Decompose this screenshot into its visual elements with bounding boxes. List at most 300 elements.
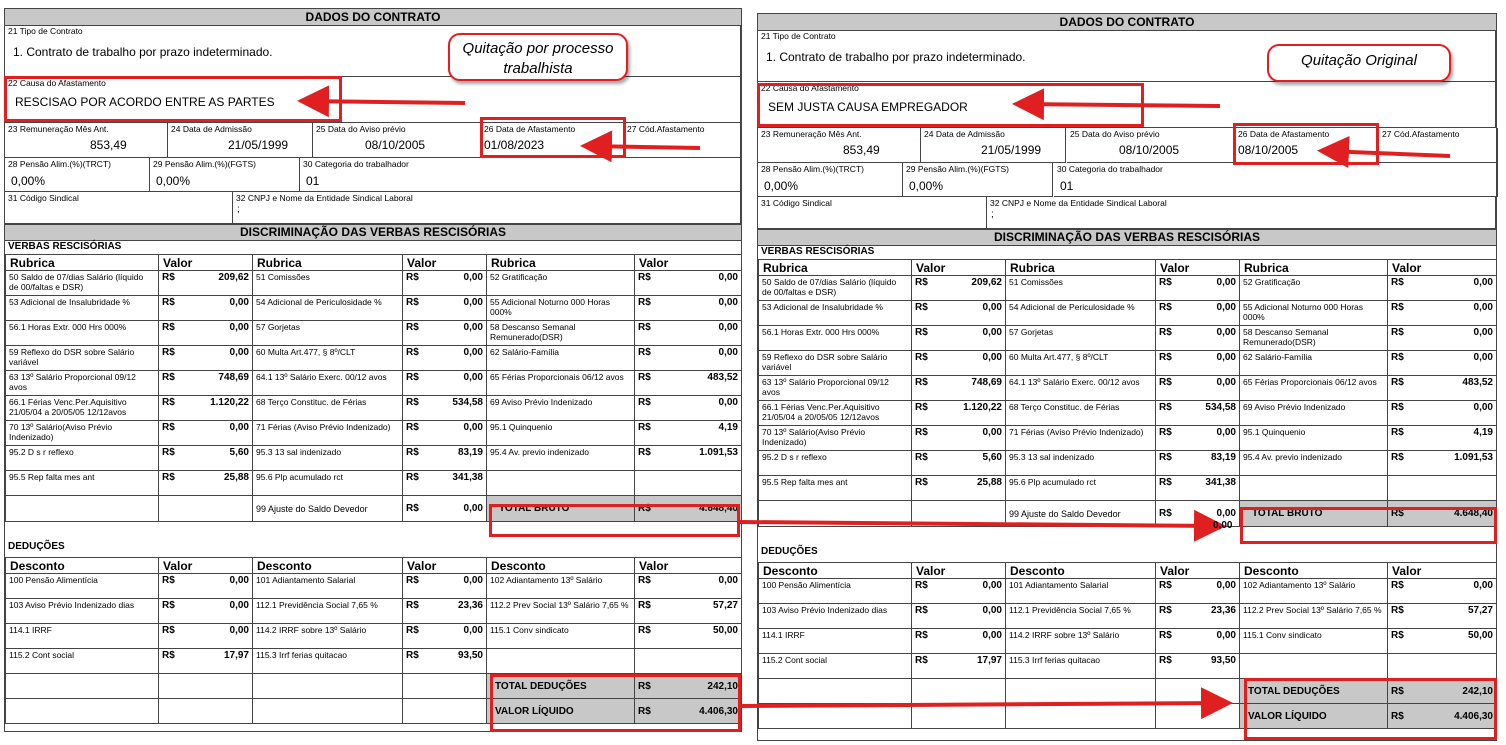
- label-rem: 23 Remuneração Mês Ant.: [761, 129, 862, 139]
- item-label: 103 Aviso Prévio Indenizado dias: [759, 604, 912, 629]
- currency-label: R$: [1391, 452, 1404, 463]
- item-label: 69 Aviso Prévio Indenizado: [1240, 401, 1388, 426]
- amount-value: 242,10: [1462, 685, 1493, 697]
- item-label: 101 Adiantamento Salarial: [253, 574, 403, 599]
- amount-value: 1.120,22: [210, 397, 249, 408]
- value-afast: 01/08/2023: [484, 138, 545, 152]
- item-label: 50 Saldo de 07/dias Salário (líquido de 00/faltas e DSR): [759, 276, 912, 301]
- value-adm: 21/05/1999: [981, 143, 1042, 157]
- amount-value: 0,00: [1216, 302, 1236, 313]
- currency-label: R$: [1391, 580, 1404, 591]
- amount-value: 0,00: [463, 272, 483, 283]
- value-aviso: 08/10/2005: [365, 138, 426, 152]
- amount-value: 0,00: [982, 327, 1002, 338]
- hl-total-bruto-right: [1240, 507, 1497, 544]
- item-label: 57 Gorjetas: [253, 321, 403, 346]
- label-pens-trct: 28 Pensão Alim.(%)(TRCT): [8, 159, 111, 169]
- amount-value: 209,62: [218, 272, 249, 283]
- currency-label: R$: [406, 600, 419, 611]
- amount-value: 0,00: [1216, 427, 1236, 438]
- item-label: 95.1 Quinquenio: [1240, 426, 1388, 451]
- item-label: 57 Gorjetas: [1006, 326, 1156, 351]
- item-label: 60 Multa Art.477, § 8º/CLT: [1006, 351, 1156, 376]
- item-label: 95.6 Plp acumulado rct: [253, 471, 403, 496]
- currency-label: R$: [406, 297, 419, 308]
- amount-value: 1.091,53: [1454, 452, 1493, 463]
- deducoes-title: DEDUÇÕES: [761, 546, 818, 557]
- form-header: DADOS DO CONTRATO: [758, 14, 1496, 31]
- item-label: 114.1 IRRF: [6, 624, 159, 649]
- label-pens-fgts: 29 Pensão Alim.(%)(FGTS): [906, 164, 1009, 174]
- currency-label: R$: [162, 575, 175, 586]
- valor-liquido-label: VALOR LÍQUIDO: [487, 699, 635, 724]
- amount-value: 0,00: [229, 575, 249, 586]
- value-cnpj: ;: [991, 209, 994, 220]
- item-label: 59 Reflexo do DSR sobre Salário variável: [6, 346, 159, 371]
- total-bruto-label: TOTAL BRUTO: [487, 496, 635, 522]
- hl-causa-left: [4, 76, 342, 122]
- hl-totals-left: [490, 674, 741, 732]
- amount-value: 242,10: [707, 680, 738, 692]
- col-header-valor: Valor: [635, 255, 742, 271]
- overlap-value: 0,00: [1213, 520, 1233, 531]
- amount-value: 57,27: [712, 600, 738, 611]
- amount-value: 83,19: [1210, 452, 1236, 463]
- amount-value: 4,19: [718, 422, 738, 433]
- arrow-total-bruto: [740, 522, 1218, 526]
- value-pens-fgts: 0,00%: [156, 174, 191, 188]
- col-header-valor: Valor: [159, 558, 253, 574]
- currency-label: R$: [638, 297, 651, 308]
- currency-label: R$: [162, 472, 175, 483]
- col-header-desconto: Desconto: [6, 558, 159, 574]
- item-label: 114.2 IRRF sobre 13º Salário: [1006, 629, 1156, 654]
- currency-label: R$: [1391, 402, 1404, 413]
- label-cod-sind: 31 Código Sindical: [8, 193, 79, 203]
- amount-value: 0,00: [1473, 580, 1493, 591]
- col-header-valor: Valor: [635, 558, 742, 574]
- item-label: 102 Adiantamento 13º Salário: [1240, 579, 1388, 604]
- col-header-rubrica: Rubrica: [1006, 260, 1156, 276]
- label-rem: 23 Remuneração Mês Ant.: [8, 124, 109, 134]
- amount-value: 0,00: [982, 605, 1002, 616]
- amount-value: 483,52: [707, 372, 738, 383]
- currency-label: R$: [1159, 402, 1172, 413]
- item-label: 95.4 Av. previo indenizado: [487, 446, 635, 471]
- col-header-valor: Valor: [159, 255, 253, 271]
- col-header-valor: Valor: [1156, 260, 1240, 276]
- currency-label: R$: [162, 347, 175, 358]
- ajuste-label: 99 Ajuste do Saldo Devedor: [1006, 501, 1156, 527]
- amount-value: 23,36: [457, 600, 483, 611]
- item-label: 65 Férias Proporcionais 06/12 avos: [487, 371, 635, 396]
- currency-label: R$: [1159, 352, 1172, 363]
- amount-value: 0,00: [982, 302, 1002, 313]
- value-cnpj: ;: [237, 204, 240, 215]
- amount-value: 0,00: [463, 372, 483, 383]
- item-label: 53 Adicional de Insalubridade %: [759, 301, 912, 326]
- label-tipo: 21 Tipo de Contrato: [8, 26, 83, 36]
- callout-processo: Quitação por processo trabalhista: [448, 33, 628, 81]
- currency-label: R$: [915, 580, 928, 591]
- col-header-valor: Valor: [1388, 260, 1497, 276]
- currency-label: R$: [638, 680, 651, 692]
- amount-value: 0,00: [229, 422, 249, 433]
- label-aviso: 25 Data do Aviso prévio: [1070, 129, 1160, 139]
- hl-data-left: [480, 117, 626, 158]
- item-label: 95.3 13 sal indenizado: [253, 446, 403, 471]
- ajuste-label: 99 Ajuste do Saldo Devedor: [253, 496, 403, 522]
- currency-label: R$: [1391, 327, 1404, 338]
- label-causa: 22 Causa do Afastamento: [761, 83, 859, 93]
- currency-label: R$: [1391, 508, 1404, 519]
- item-label: 115.2 Cont social: [6, 649, 159, 674]
- currency-label: R$: [406, 625, 419, 636]
- col-header-desconto: Desconto: [253, 558, 403, 574]
- amount-value: 0,00: [982, 630, 1002, 641]
- amount-value: 483,52: [1462, 377, 1493, 388]
- currency-label: R$: [915, 605, 928, 616]
- currency-label: R$: [406, 650, 419, 661]
- col-header-rubrica: Rubrica: [253, 255, 403, 271]
- currency-label: R$: [638, 372, 651, 383]
- col-header-rubrica: Rubrica: [6, 255, 159, 271]
- value-afast: 08/10/2005: [1238, 143, 1299, 157]
- item-label: 66.1 Férias Venc.Per.Aquisitivo 21/05/04 a 20/05/05 12/12avos: [759, 401, 912, 426]
- value-pens-fgts: 0,00%: [909, 179, 944, 193]
- currency-label: R$: [162, 272, 175, 283]
- amount-value: 4.648,40: [699, 503, 738, 514]
- item-label: 95.5 Rep falta mes ant: [6, 471, 159, 496]
- amount-value: 0,00: [718, 272, 738, 283]
- item-label: 115.3 Irrf ferias quitacao: [1006, 654, 1156, 679]
- item-label: 71 Férias (Aviso Prévio Indenizado): [253, 421, 403, 446]
- col-header-desconto: Desconto: [1006, 563, 1156, 579]
- item-label: 63 13º Salário Proporcional 09/12 avos: [759, 376, 912, 401]
- label-tipo: 21 Tipo de Contrato: [761, 31, 836, 41]
- currency-label: R$: [1391, 277, 1404, 288]
- valor-liquido-label: VALOR LÍQUIDO: [1240, 704, 1388, 729]
- form-header: DADOS DO CONTRATO: [5, 9, 741, 26]
- value-cat: 01: [1060, 179, 1074, 193]
- currency-label: R$: [638, 575, 651, 586]
- col-header-valor: Valor: [1388, 563, 1497, 579]
- amount-value: 50,00: [712, 625, 738, 636]
- item-label: 55 Adicional Noturno 000 Horas 000%: [1240, 301, 1388, 326]
- amount-value: 17,97: [223, 650, 249, 661]
- item-label: 52 Gratificação: [487, 271, 635, 296]
- label-cnpj: 32 CNPJ e Nome da Entidade Sindical Laboral: [236, 193, 413, 203]
- amount-value: 4.406,30: [1454, 710, 1493, 722]
- currency-label: R$: [406, 422, 419, 433]
- amount-value: 0,00: [463, 347, 483, 358]
- label-pens-trct: 28 Pensão Alim.(%)(TRCT): [761, 164, 864, 174]
- currency-label: R$: [1159, 477, 1172, 488]
- item-label: 56.1 Horas Extr. 000 Hrs 000%: [6, 321, 159, 346]
- amount-value: 0,00: [463, 625, 483, 636]
- arrow-valor-liquido: [740, 703, 1225, 706]
- amount-value: 0,00: [718, 575, 738, 586]
- col-header-rubrica: Rubrica: [1240, 260, 1388, 276]
- item-label: 95.3 13 sal indenizado: [1006, 451, 1156, 476]
- value-aviso: 08/10/2005: [1119, 143, 1180, 157]
- currency-label: R$: [915, 655, 928, 666]
- currency-label: R$: [1159, 302, 1172, 313]
- amount-value: 0,00: [463, 422, 483, 433]
- amount-value: 0,00: [982, 580, 1002, 591]
- currency-label: R$: [915, 352, 928, 363]
- verbas-subtitle: VERBAS RESCISÓRIAS: [761, 246, 875, 257]
- currency-label: R$: [162, 600, 175, 611]
- label-adm: 24 Data de Admissão: [924, 129, 1005, 139]
- col-header-valor: Valor: [403, 558, 487, 574]
- value-causa: RESCISAO POR ACORDO ENTRE AS PARTES: [15, 95, 275, 109]
- item-label: 95.5 Rep falta mes ant: [759, 476, 912, 501]
- item-label: 58 Descanso Semanal Remunerado(DSR): [487, 321, 635, 346]
- currency-label: R$: [1159, 605, 1172, 616]
- label-cod: 27 Cód.Afastamento: [627, 124, 705, 134]
- verbas-title: DISCRIMINAÇÃO DAS VERBAS RESCISÓRIAS: [758, 229, 1496, 246]
- hl-totals-right: [1244, 678, 1497, 740]
- amount-value: 23,36: [1210, 605, 1236, 616]
- label-cnpj: 32 CNPJ e Nome da Entidade Sindical Laboral: [990, 198, 1167, 208]
- item-label: 62 Salário-Família: [1240, 351, 1388, 376]
- currency-label: R$: [638, 272, 651, 283]
- amount-value: 0,00: [1473, 402, 1493, 413]
- item-label: 112.2 Prev Social 13º Salário 7,65 %: [487, 599, 635, 624]
- col-header-desconto: Desconto: [487, 558, 635, 574]
- amount-value: 83,19: [457, 447, 483, 458]
- amount-value: 0,00: [718, 347, 738, 358]
- currency-label: R$: [1391, 605, 1404, 616]
- currency-label: R$: [915, 452, 928, 463]
- label-adm: 24 Data de Admissão: [171, 124, 252, 134]
- amount-value: 0,00: [1216, 630, 1236, 641]
- value-tipo: 1. Contrato de trabalho por prazo indeterminado.: [766, 50, 1026, 64]
- item-label: 95.6 Plp acumulado rct: [1006, 476, 1156, 501]
- item-label: 115.2 Cont social: [759, 654, 912, 679]
- currency-label: R$: [162, 397, 175, 408]
- label-cod: 27 Cód.Afastamento: [1382, 129, 1460, 139]
- currency-label: R$: [638, 705, 651, 717]
- value-rem: 853,49: [843, 143, 880, 157]
- item-label: 115.1 Conv sindicato: [1240, 629, 1388, 654]
- currency-label: R$: [1391, 302, 1404, 313]
- label-cat: 30 Categoria do trabalhador: [1057, 164, 1163, 174]
- currency-label: R$: [638, 625, 651, 636]
- currency-label: R$: [1159, 508, 1172, 519]
- currency-label: R$: [638, 322, 651, 333]
- item-label: 65 Férias Proporcionais 06/12 avos: [1240, 376, 1388, 401]
- amount-value: 0,00: [982, 352, 1002, 363]
- value-rem: 853,49: [90, 138, 127, 152]
- item-label: 70 13º Salário(Aviso Prévio Indenizado): [6, 421, 159, 446]
- amount-value: 0,00: [463, 575, 483, 586]
- amount-value: 0,00: [718, 397, 738, 408]
- currency-label: R$: [1159, 377, 1172, 388]
- currency-label: R$: [1391, 630, 1404, 641]
- currency-label: R$: [1391, 377, 1404, 388]
- amount-value: 0,00: [463, 503, 483, 514]
- label-afast: 26 Data de Afastamento: [1238, 129, 1330, 139]
- col-header-desconto: Desconto: [759, 563, 912, 579]
- amount-value: 0,00: [229, 347, 249, 358]
- currency-label: R$: [406, 447, 419, 458]
- amount-value: 748,69: [218, 372, 249, 383]
- currency-label: R$: [162, 322, 175, 333]
- amount-value: 534,58: [452, 397, 483, 408]
- currency-label: R$: [406, 472, 419, 483]
- col-header-valor: Valor: [1156, 563, 1240, 579]
- value-pens-trct: 0,00%: [764, 179, 799, 193]
- deducoes-title: DEDUÇÕES: [8, 541, 65, 552]
- item-label: 54 Adicional de Periculosidade %: [253, 296, 403, 321]
- currency-label: R$: [638, 347, 651, 358]
- amount-value: 0,00: [229, 322, 249, 333]
- item-label: 95.2 D s r reflexo: [759, 451, 912, 476]
- col-header-valor: Valor: [912, 260, 1006, 276]
- verbas-subtitle: VERBAS RESCISÓRIAS: [8, 241, 122, 252]
- currency-label: R$: [162, 625, 175, 636]
- currency-label: R$: [1391, 427, 1404, 438]
- amount-value: 25,88: [976, 477, 1002, 488]
- hl-causa-right: [757, 83, 1144, 127]
- currency-label: R$: [162, 297, 175, 308]
- amount-value: 341,38: [452, 472, 483, 483]
- item-label: 95.4 Av. previo indenizado: [1240, 451, 1388, 476]
- item-label: 102 Adiantamento 13º Salário: [487, 574, 635, 599]
- label-cat: 30 Categoria do trabalhador: [303, 159, 409, 169]
- amount-value: 1.091,53: [699, 447, 738, 458]
- item-label: 100 Pensão Alimentícia: [759, 579, 912, 604]
- currency-label: R$: [638, 422, 651, 433]
- value-tipo: 1. Contrato de trabalho por prazo indeterminado.: [13, 45, 273, 59]
- currency-label: R$: [406, 322, 419, 333]
- amount-value: 341,38: [1205, 477, 1236, 488]
- amount-value: 0,00: [229, 600, 249, 611]
- total-deducoes-label: TOTAL DEDUÇÕES: [1240, 679, 1388, 704]
- item-label: 60 Multa Art.477, § 8º/CLT: [253, 346, 403, 371]
- currency-label: R$: [638, 447, 651, 458]
- currency-label: R$: [162, 372, 175, 383]
- col-header-desconto: Desconto: [1240, 563, 1388, 579]
- item-label: 70 13º Salário(Aviso Prévio Indenizado): [759, 426, 912, 451]
- currency-label: R$: [638, 503, 651, 514]
- amount-value: 0,00: [1473, 327, 1493, 338]
- item-label: 114.1 IRRF: [759, 629, 912, 654]
- currency-label: R$: [915, 630, 928, 641]
- item-label: 71 Férias (Aviso Prévio Indenizado): [1006, 426, 1156, 451]
- value-cat: 01: [306, 174, 320, 188]
- amount-value: 93,50: [457, 650, 483, 661]
- amount-value: 4.648,40: [1454, 508, 1493, 519]
- currency-label: R$: [1159, 327, 1172, 338]
- item-label: 112.2 Prev Social 13º Salário 7,65 %: [1240, 604, 1388, 629]
- amount-value: 0,00: [463, 297, 483, 308]
- amount-value: 0,00: [1216, 277, 1236, 288]
- amount-value: 50,00: [1467, 630, 1493, 641]
- amount-value: 57,27: [1467, 605, 1493, 616]
- item-label: 58 Descanso Semanal Remunerado(DSR): [1240, 326, 1388, 351]
- currency-label: R$: [915, 377, 928, 388]
- label-cod-sind: 31 Código Sindical: [761, 198, 832, 208]
- amount-value: 0,00: [463, 322, 483, 333]
- amount-value: 534,58: [1205, 402, 1236, 413]
- amount-value: 0,00: [718, 322, 738, 333]
- item-label: 68 Terço Constituc. de Férias: [1006, 401, 1156, 426]
- currency-label: R$: [638, 397, 651, 408]
- hl-total-bruto-left: [489, 504, 740, 537]
- hl-data-right: [1233, 123, 1379, 165]
- currency-label: R$: [162, 447, 175, 458]
- col-header-valor: Valor: [912, 563, 1006, 579]
- item-label: 64.1 13º Salário Exerc. 00/12 avos: [253, 371, 403, 396]
- amount-value: 0,00: [1216, 508, 1236, 519]
- value-pens-trct: 0,00%: [11, 174, 46, 188]
- amount-value: 748,69: [971, 377, 1002, 388]
- currency-label: R$: [162, 650, 175, 661]
- amount-value: 0,00: [1473, 277, 1493, 288]
- value-adm: 21/05/1999: [228, 138, 289, 152]
- total-bruto-label: TOTAL BRUTO: [1240, 501, 1388, 527]
- amount-value: 93,50: [1210, 655, 1236, 666]
- label-causa: 22 Causa do Afastamento: [8, 78, 106, 88]
- item-label: 66.1 Férias Venc.Per.Aquisitivo 21/05/04 a 20/05/05 12/12avos: [6, 396, 159, 421]
- currency-label: R$: [1391, 710, 1404, 722]
- item-label: 112.1 Previdência Social 7,65 %: [1006, 604, 1156, 629]
- item-label: 115.3 Irrf ferias quitacao: [253, 649, 403, 674]
- currency-label: R$: [406, 397, 419, 408]
- amount-value: 0,00: [1216, 352, 1236, 363]
- item-label: 64.1 13º Salário Exerc. 00/12 avos: [1006, 376, 1156, 401]
- callout-original: Quitação Original: [1267, 44, 1451, 82]
- item-label: 115.1 Conv sindicato: [487, 624, 635, 649]
- item-label: 62 Salário-Família: [487, 346, 635, 371]
- col-header-rubrica: Rubrica: [759, 260, 912, 276]
- amount-value: 0,00: [1473, 352, 1493, 363]
- item-label: 63 13º Salário Proporcional 09/12 avos: [6, 371, 159, 396]
- amount-value: 5,60: [982, 452, 1002, 463]
- currency-label: R$: [1391, 685, 1404, 697]
- label-afast: 26 Data de Afastamento: [484, 124, 576, 134]
- item-label: 114.2 IRRF sobre 13º Salário: [253, 624, 403, 649]
- label-aviso: 25 Data do Aviso prévio: [316, 124, 406, 134]
- currency-label: R$: [915, 277, 928, 288]
- item-label: 51 Comissões: [253, 271, 403, 296]
- total-deducoes-label: TOTAL DEDUÇÕES: [487, 674, 635, 699]
- currency-label: R$: [406, 575, 419, 586]
- currency-label: R$: [915, 427, 928, 438]
- amount-value: 209,62: [971, 277, 1002, 288]
- item-label: 100 Pensão Alimentícia: [6, 574, 159, 599]
- item-label: 112.1 Previdência Social 7,65 %: [253, 599, 403, 624]
- item-label: 50 Saldo de 07/dias Salário (líquido de 00/faltas e DSR): [6, 271, 159, 296]
- item-label: 56.1 Horas Extr. 000 Hrs 000%: [759, 326, 912, 351]
- item-label: 95.1 Quinquenio: [487, 421, 635, 446]
- item-label: 51 Comissões: [1006, 276, 1156, 301]
- amount-value: 4,19: [1473, 427, 1493, 438]
- amount-value: 0,00: [718, 297, 738, 308]
- amount-value: 17,97: [976, 655, 1002, 666]
- currency-label: R$: [1159, 427, 1172, 438]
- item-label: 59 Reflexo do DSR sobre Salário variável: [759, 351, 912, 376]
- currency-label: R$: [162, 422, 175, 433]
- currency-label: R$: [406, 372, 419, 383]
- item-label: 54 Adicional de Periculosidade %: [1006, 301, 1156, 326]
- item-label: 101 Adiantamento Salarial: [1006, 579, 1156, 604]
- currency-label: R$: [1391, 352, 1404, 363]
- amount-value: 0,00: [1473, 302, 1493, 313]
